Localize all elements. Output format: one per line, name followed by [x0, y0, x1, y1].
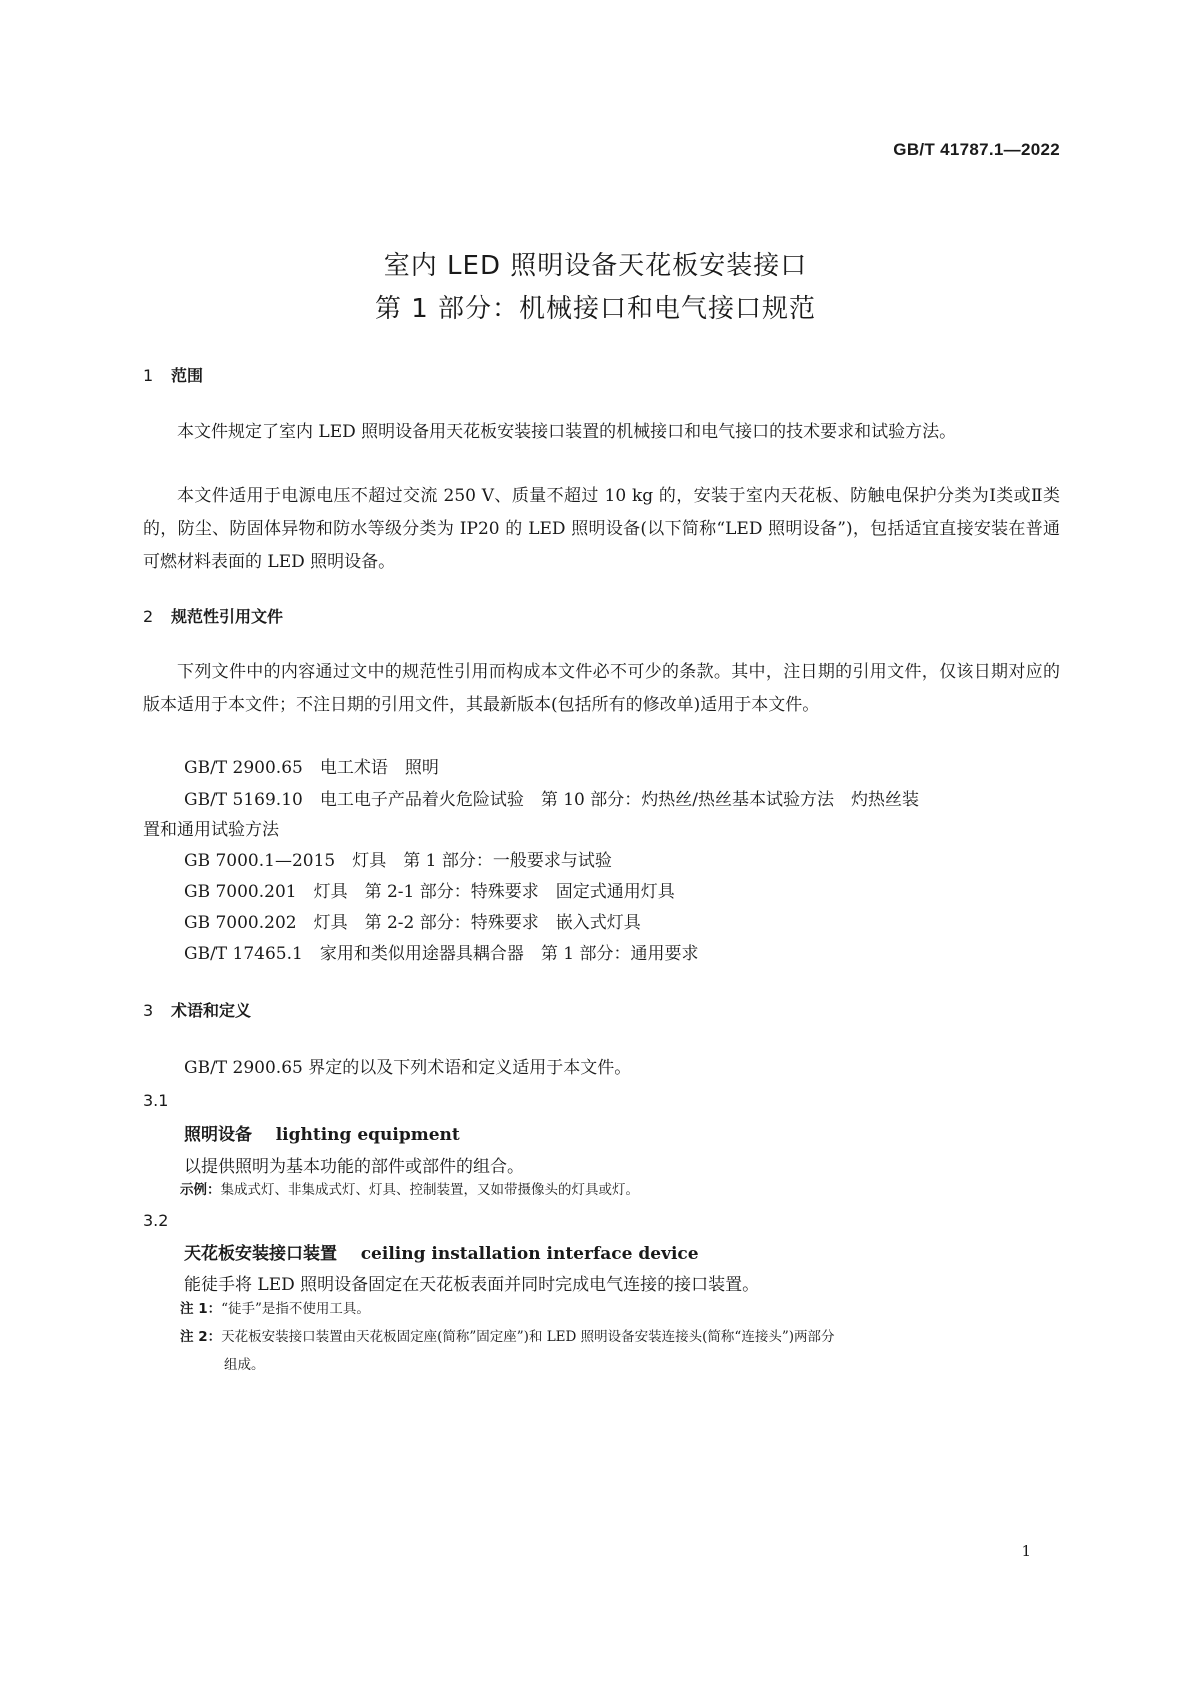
section-number: 2	[143, 607, 154, 626]
note-label: 注 1：	[180, 1301, 222, 1317]
references-intro-paragraph: 下列文件中的内容通过文中的规范性引用而构成本文件必不可少的条款。其中，注日期的引用文件，仅该日期对应的版本适用于本文件；不注日期的引用文件，其最新版本(包括所有的修改单)适用于本文件。	[143, 662, 1060, 715]
example-label: 示例：	[180, 1182, 221, 1198]
term-number: 3.1	[143, 1091, 169, 1110]
section-title: 术语和定义	[171, 1001, 252, 1020]
note-text: “徒手”是指不使用工具。	[221, 1301, 370, 1317]
term-example	[180, 1176, 639, 1204]
page-number: 1	[1021, 1542, 1031, 1560]
reference-item: GB/T 17465.1 家用和类似用途器具耦合器 第 1 部分：通用要求	[184, 944, 699, 964]
reference-item: GB 7000.201 灯具 第 2-1 部分：特殊要求 固定式通用灯具	[184, 882, 675, 902]
term-note-1	[180, 1295, 370, 1323]
document-title-line2: 第 1 部分：机械接口和电气接口规范	[374, 294, 817, 324]
example-text: 集成式灯、非集成式灯、灯具、控制装置，又如带摄像头的灯具或灯。	[220, 1182, 639, 1198]
section-heading-normative-references	[143, 604, 283, 627]
section-title: 规范性引用文件	[171, 607, 284, 626]
note-label: 注 2：	[180, 1329, 222, 1345]
section-heading-terms	[143, 998, 251, 1021]
reference-item: GB/T 5169.10 电工电子产品着火危险试验 第 10 部分：灼热丝/热丝基本试验方法 灼热丝装	[184, 790, 920, 810]
reference-item: GB 7000.1—2015 灯具 第 1 部分：一般要求与试验	[184, 851, 612, 871]
reference-item: GB 7000.202 灯具 第 2-2 部分：特殊要求 嵌入式灯具	[184, 913, 641, 933]
section-title: 范围	[171, 366, 204, 385]
standard-number: GB/T 41787.1—2022	[893, 140, 1060, 159]
document-title-line1: 室内 LED 照明设备天花板安装接口	[383, 251, 808, 281]
term-name-en: lighting equipment	[275, 1125, 460, 1145]
term-name-en: ceiling installation interface device	[360, 1244, 699, 1264]
section-number: 1	[143, 366, 154, 385]
reference-item-continuation: 置和通用试验方法	[143, 820, 279, 840]
scope-paragraph-1: 本文件规定了室内 LED 照明设备用天花板安装接口装置的机械接口和电气接口的技术要求和试验方法。	[177, 422, 957, 442]
term-number: 3.2	[143, 1211, 169, 1230]
term-definition: 以提供照明为基本功能的部件或部件的组合。	[184, 1157, 524, 1177]
term-definition: 能徒手将 LED 照明设备固定在天花板表面并同时完成电气连接的接口装置。	[184, 1275, 760, 1295]
term-name-zh: 天花板安装接口装置	[184, 1244, 337, 1264]
note-text-continuation: 组成。	[224, 1357, 265, 1373]
scope-paragraph-2: 本文件适用于电源电压不超过交流 250 V、质量不超过 10 kg 的，安装于室内天花板、防触电保护分类为Ⅰ类或Ⅱ类的，防尘、防固体异物和防水等级分类为 IP20 的 LED 照明设备(以下简称“LED 照明设备”)，包括适宜直接安装在普通可燃材料表面的 LED 照明设备。	[143, 486, 1060, 572]
term-note-2	[180, 1323, 1060, 1379]
terms-intro-paragraph: GB/T 2900.65 界定的以及下列术语和定义适用于本文件。	[184, 1058, 632, 1078]
note-text: 天花板安装接口装置由天花板固定座(简称”固定座”)和 LED 照明设备安装连接头(简称“连接头”)两部分	[221, 1329, 835, 1345]
term-heading	[184, 1120, 460, 1145]
section-heading-scope	[143, 363, 203, 386]
section-number: 3	[143, 1001, 154, 1020]
reference-item: GB/T 2900.65 电工术语 照明	[184, 758, 439, 778]
term-heading	[184, 1239, 699, 1264]
term-name-zh: 照明设备	[184, 1125, 252, 1145]
